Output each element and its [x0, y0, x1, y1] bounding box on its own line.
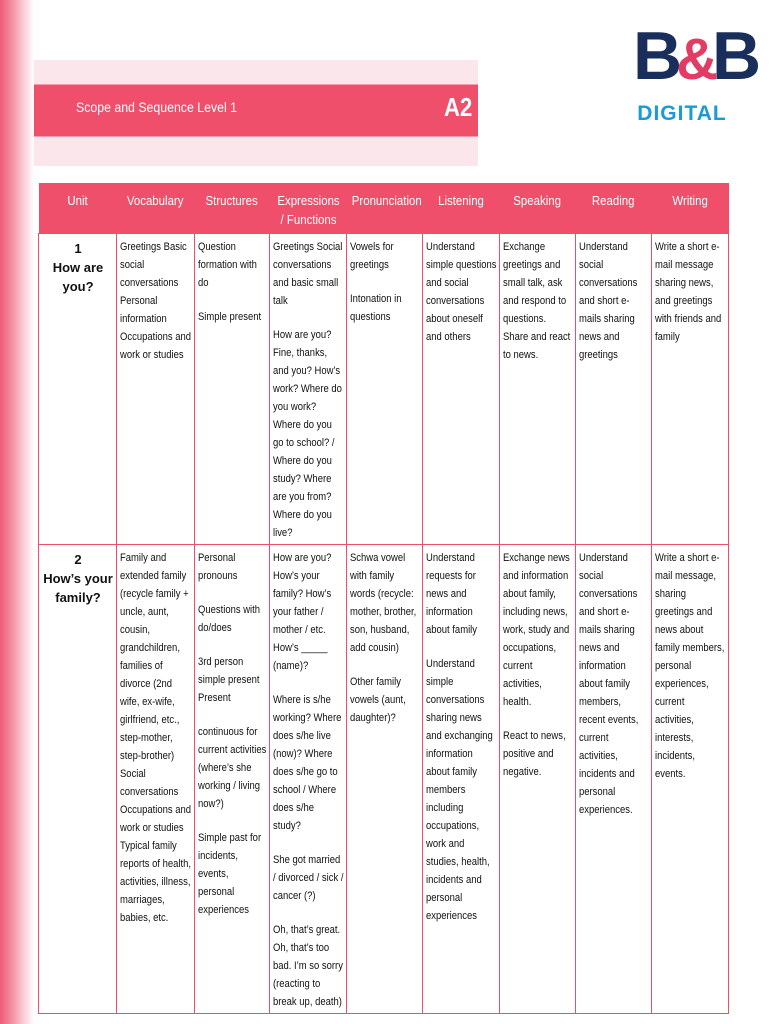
writing-cell: Write a short e-mail message, sharing greetings and news about family members, personal experiences, current activities, interests, incidents, events. — [652, 544, 729, 1013]
listening-cell: Understand simple questions and social conversations about oneself and others — [423, 233, 500, 544]
col-header-unit: Unit — [39, 183, 117, 233]
logo-mark: B&B — [633, 18, 756, 94]
vocabulary-cell: Family and extended family (recycle family + uncle, aunt, cousin, grandchildren, families of divorce (2nd wife, ex-wife, girlfriend, etc., step-mother, step-brother) Social conversations Occupations and work or studies Typical family reports of health, activities, illness, marriages, babies, etc. — [117, 544, 195, 1013]
page-title: Scope and Sequence Level 1 — [76, 99, 237, 115]
table-header-row — [39, 183, 729, 233]
expressions-cell: How are you? How’s your family? How’s your father / mother / etc. How’s _____ (name)? Where is s/he working? Where does s/he live (now)? Where does s/he go to school / Where does s/he study? She got married / divorced / sick / cancer (?) Oh, that’s great. Oh, that’s too bad. I’m so sorry (reacting to break up, death) — [270, 544, 347, 1013]
col-header-writing: Writing — [652, 183, 729, 233]
brand-logo — [633, 18, 756, 132]
pronunciation-cell: Vowels for greetings Intonation in questions — [347, 233, 423, 544]
writing-cell: Write a short e-mail message sharing news, and greetings with friends and family — [652, 233, 729, 544]
col-header-structures: Structures — [195, 183, 270, 233]
level-badge: A2 — [444, 92, 473, 122]
logo-subtitle: DIGITAL — [637, 102, 727, 125]
col-header-reading: Reading — [576, 183, 652, 233]
structures-cell: Personal pronouns Questions with do/does 3rd person simple present Present continuous for current activities (where’s she working / living now?) Simple past for incidents, events, personal experiences — [195, 544, 270, 1013]
table-row — [39, 233, 729, 544]
speaking-cell: Exchange news and information about family, including news, work, study and occupations, current activities, health. React to news, positive and negative. — [500, 544, 576, 1013]
pronunciation-cell: Schwa vowel with family words (recycle: mother, brother, son, husband, add cousin) Other family vowels (aunt, daughter)? — [347, 544, 423, 1013]
decorative-side-strip — [0, 0, 34, 1024]
unit-number: 2 — [74, 551, 82, 567]
col-header-vocabulary: Vocabulary — [117, 183, 195, 233]
unit-name: How are you? — [52, 259, 104, 294]
table-row — [39, 544, 729, 1013]
unit-cell — [39, 544, 117, 1013]
col-header-speaking: Speaking — [500, 183, 576, 233]
col-header-expressions: Expressions / Functions — [270, 183, 347, 233]
reading-cell: Understand social conversations and short e-mails sharing news and information about family members, recent events, current activities, incidents and personal experiences. — [576, 544, 652, 1013]
col-header-pronunciation: Pronunciation — [347, 183, 423, 233]
scope-sequence-table — [38, 183, 729, 1014]
col-header-listening: Listening — [423, 183, 500, 233]
unit-cell — [39, 233, 117, 544]
structures-cell: Question formation with do Simple present — [195, 233, 270, 544]
reading-cell: Understand social conversations and short e-mails sharing news and greetings — [576, 233, 652, 544]
vocabulary-cell: Greetings Basic social conversations Personal information Occupations and work or studies — [117, 233, 195, 544]
unit-number: 1 — [74, 240, 82, 256]
speaking-cell: Exchange greetings and small talk, ask and respond to questions. Share and react to news. — [500, 233, 576, 544]
expressions-cell: Greetings Social conversations and basic small talk How are you? Fine, thanks, and you? How’s work? Where do you work? Where do you go to school? / Where do you study? Where are you from? Where do you live? — [270, 233, 347, 544]
listening-cell: Understand requests for news and information about family Understand simple conversations sharing news and exchanging information about family members including occupations, work and studies, health, incidents and personal experiences — [423, 544, 500, 1013]
unit-name: How’s your family? — [43, 570, 113, 605]
